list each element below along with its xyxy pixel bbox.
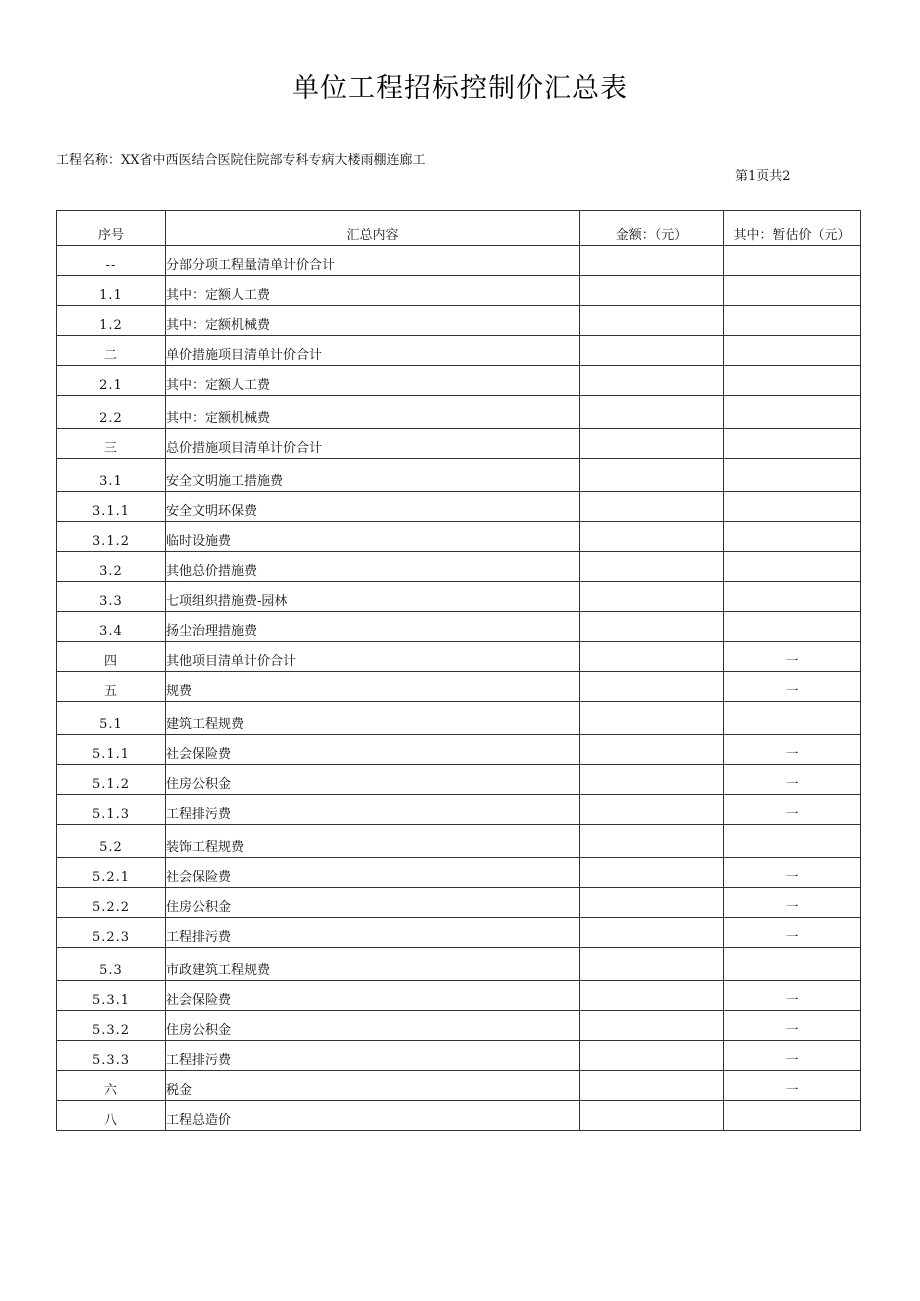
header-seq: 序号 (57, 211, 166, 246)
table-row (57, 276, 861, 306)
row-amount (580, 306, 724, 336)
row-provisional (724, 825, 861, 858)
row-provisional: 一 (724, 1071, 861, 1101)
table-row (57, 582, 861, 612)
table-row (57, 672, 861, 702)
row-amount (580, 672, 724, 702)
row-provisional: 一 (724, 1011, 861, 1041)
summary-table (56, 210, 861, 1131)
row-provisional (724, 459, 861, 492)
row-amount (580, 246, 724, 276)
row-content: 住房公积金 (166, 1011, 580, 1041)
row-seq: 3.3 (57, 582, 166, 612)
row-amount (580, 858, 724, 888)
row-content: 其中：定额人工费 (166, 366, 580, 396)
row-amount (580, 276, 724, 306)
row-provisional (724, 582, 861, 612)
row-seq: 5.3.2 (57, 1011, 166, 1041)
table-row (57, 612, 861, 642)
row-provisional (724, 612, 861, 642)
row-amount (580, 642, 724, 672)
row-seq: 5.1 (57, 702, 166, 735)
row-content: 规费 (166, 672, 580, 702)
row-provisional (724, 246, 861, 276)
row-content: 社会保险费 (166, 981, 580, 1011)
row-seq: 2.1 (57, 366, 166, 396)
table-row (57, 948, 861, 981)
table-row (57, 825, 861, 858)
row-seq: 5.3 (57, 948, 166, 981)
row-seq: 八 (57, 1101, 166, 1131)
table-row (57, 429, 861, 459)
row-provisional (724, 336, 861, 366)
row-content: 工程排污费 (166, 1041, 580, 1071)
row-provisional: 一 (724, 795, 861, 825)
row-provisional: 一 (724, 735, 861, 765)
row-seq: -- (57, 246, 166, 276)
row-amount (580, 1101, 724, 1131)
row-content: 其他项目清单计价合计 (166, 642, 580, 672)
row-seq: 1.2 (57, 306, 166, 336)
table-row (57, 306, 861, 336)
row-content: 工程排污费 (166, 918, 580, 948)
row-amount (580, 612, 724, 642)
row-content: 社会保险费 (166, 858, 580, 888)
table-row (57, 336, 861, 366)
row-provisional (724, 306, 861, 336)
row-seq: 5.2 (57, 825, 166, 858)
table-row (57, 396, 861, 429)
row-seq: 5.1.2 (57, 765, 166, 795)
row-seq: 五 (57, 672, 166, 702)
row-content: 七项组织措施费-园林 (166, 582, 580, 612)
row-amount (580, 336, 724, 366)
row-provisional: 一 (724, 918, 861, 948)
row-content: 安全文明施工措施费 (166, 459, 580, 492)
row-amount (580, 795, 724, 825)
row-content: 其中：定额人工费 (166, 276, 580, 306)
table-row (57, 522, 861, 552)
row-seq: 5.3.3 (57, 1041, 166, 1071)
row-amount (580, 948, 724, 981)
row-provisional: 一 (724, 765, 861, 795)
row-provisional: 一 (724, 672, 861, 702)
row-content: 扬尘治理措施费 (166, 612, 580, 642)
row-amount (580, 429, 724, 459)
table-row (57, 888, 861, 918)
row-content: 临时设施费 (166, 522, 580, 552)
row-provisional: 一 (724, 858, 861, 888)
row-seq: 三 (57, 429, 166, 459)
row-amount (580, 765, 724, 795)
row-amount (580, 918, 724, 948)
row-amount (580, 396, 724, 429)
table-row (57, 459, 861, 492)
row-seq: 3.4 (57, 612, 166, 642)
table-row (57, 918, 861, 948)
row-provisional (724, 492, 861, 522)
row-amount (580, 1011, 724, 1041)
row-amount (580, 366, 724, 396)
table-row (57, 552, 861, 582)
header-content: 汇总内容 (166, 211, 580, 246)
row-amount (580, 1041, 724, 1071)
table-header-row (57, 211, 861, 246)
row-provisional (724, 948, 861, 981)
row-amount (580, 888, 724, 918)
row-content: 其中：定额机械费 (166, 306, 580, 336)
row-content: 其中：定额机械费 (166, 396, 580, 429)
table-row (57, 981, 861, 1011)
row-provisional (724, 702, 861, 735)
row-amount (580, 735, 724, 765)
row-amount (580, 552, 724, 582)
row-content: 住房公积金 (166, 888, 580, 918)
row-amount (580, 702, 724, 735)
table-row (57, 858, 861, 888)
row-seq: 5.2.1 (57, 858, 166, 888)
table-row (57, 366, 861, 396)
page-number: 第1页共2 (735, 169, 791, 184)
table-row (57, 765, 861, 795)
table-row (57, 492, 861, 522)
row-amount (580, 522, 724, 552)
row-content: 建筑工程规费 (166, 702, 580, 735)
row-provisional (724, 396, 861, 429)
row-provisional (724, 1101, 861, 1131)
project-name: 工程名称：XX省中西医结合医院住院部专科专病大楼雨棚连廊工 (56, 153, 426, 168)
row-content: 社会保险费 (166, 735, 580, 765)
row-content: 装饰工程规费 (166, 825, 580, 858)
row-provisional (724, 552, 861, 582)
row-seq: 2.2 (57, 396, 166, 429)
row-seq: 3.1.1 (57, 492, 166, 522)
table-row (57, 1101, 861, 1131)
row-provisional: 一 (724, 1041, 861, 1071)
row-content: 安全文明环保费 (166, 492, 580, 522)
row-amount (580, 1071, 724, 1101)
row-seq: 3.1 (57, 459, 166, 492)
row-seq: 四 (57, 642, 166, 672)
row-seq: 六 (57, 1071, 166, 1101)
table-row (57, 1011, 861, 1041)
row-amount (580, 825, 724, 858)
row-seq: 5.3.1 (57, 981, 166, 1011)
row-seq: 5.2.2 (57, 888, 166, 918)
row-provisional (724, 522, 861, 552)
header-provisional: 其中：暂估价（元） (724, 211, 861, 246)
row-provisional: 一 (724, 981, 861, 1011)
row-seq: 3.1.2 (57, 522, 166, 552)
table-row (57, 735, 861, 765)
table-row (57, 795, 861, 825)
row-content: 单价措施项目清单计价合计 (166, 336, 580, 366)
row-amount (580, 582, 724, 612)
row-amount (580, 492, 724, 522)
row-amount (580, 459, 724, 492)
table-row (57, 1041, 861, 1071)
row-provisional: 一 (724, 888, 861, 918)
row-content: 其他总价措施费 (166, 552, 580, 582)
header-amount: 金额：（元） (580, 211, 724, 246)
row-seq: 1.1 (57, 276, 166, 306)
row-seq: 5.1.3 (57, 795, 166, 825)
row-amount (580, 981, 724, 1011)
page-title: 单位工程招标控制价汇总表 (292, 73, 628, 104)
table-row (57, 246, 861, 276)
row-content: 工程排污费 (166, 795, 580, 825)
row-content: 税金 (166, 1071, 580, 1101)
row-seq: 二 (57, 336, 166, 366)
table-body (57, 246, 861, 1131)
row-seq: 5.2.3 (57, 918, 166, 948)
row-seq: 5.1.1 (57, 735, 166, 765)
table-row (57, 702, 861, 735)
row-content: 市政建筑工程规费 (166, 948, 580, 981)
row-content: 住房公积金 (166, 765, 580, 795)
row-content: 分部分项工程量清单计价合计 (166, 246, 580, 276)
row-content: 总价措施项目清单计价合计 (166, 429, 580, 459)
row-provisional (724, 429, 861, 459)
row-provisional (724, 366, 861, 396)
row-provisional (724, 276, 861, 306)
table-row (57, 642, 861, 672)
table-row (57, 1071, 861, 1101)
row-provisional: 一 (724, 642, 861, 672)
row-content: 工程总造价 (166, 1101, 580, 1131)
row-seq: 3.2 (57, 552, 166, 582)
